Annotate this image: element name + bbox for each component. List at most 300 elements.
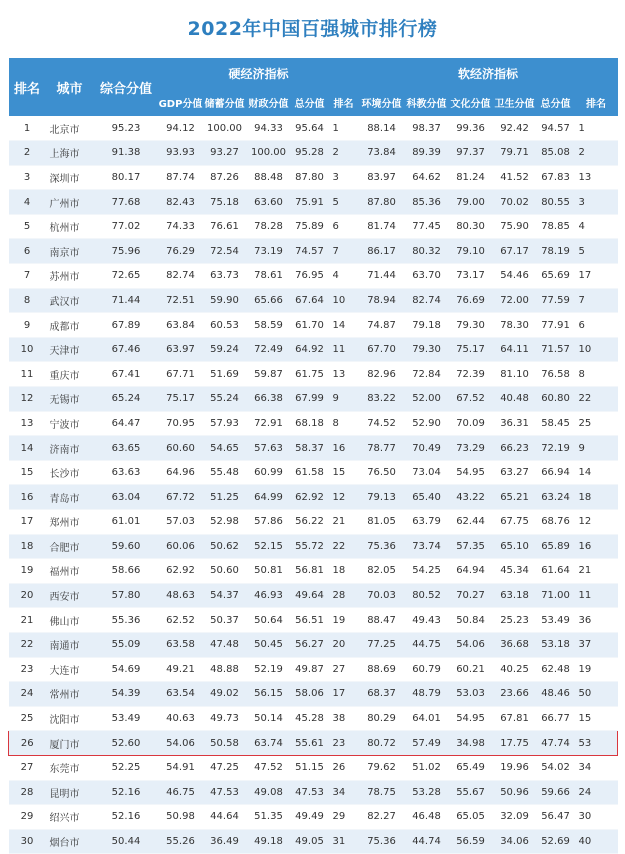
cell-fiscal: 88.48 [247,165,291,190]
cell-composite: 80.17 [94,165,159,190]
cell-rank: 29 [9,805,46,830]
cell-soft-rank: 21 [575,559,618,584]
cell-env: 78.77 [359,436,405,461]
cell-hard-rank: 29 [329,805,359,830]
cell-city: 合肥市 [46,534,94,559]
cell-city: 东莞市 [46,755,94,780]
cell-env: 80.29 [359,706,405,731]
cell-hard-rank: 18 [329,559,359,584]
cell-soft-total: 61.64 [537,559,575,584]
cell-edu: 80.52 [405,583,449,608]
header-hard-group: 硬经济指标 [228,66,289,81]
cell-health: 41.52 [493,165,537,190]
cell-gdp: 93.93 [159,141,203,166]
cell-hard-rank: 15 [329,460,359,485]
cell-env: 88.47 [359,608,405,633]
cell-edu: 70.49 [405,436,449,461]
cell-hard-rank: 7 [329,239,359,264]
cell-city: 西安市 [46,583,94,608]
cell-rank: 10 [9,337,46,362]
cell-health: 78.30 [493,313,537,338]
cell-env: 75.36 [359,829,405,854]
cell-savings: 47.53 [203,780,247,805]
cell-edu: 63.70 [405,264,449,289]
cell-culture: 70.27 [449,583,493,608]
cell-savings: 50.62 [203,534,247,559]
cell-soft-total: 58.45 [537,411,575,436]
cell-rank: 3 [9,165,46,190]
cell-env: 80.72 [359,731,405,756]
cell-soft-rank: 18 [575,485,618,510]
cell-gdp: 60.06 [159,534,203,559]
cell-health: 23.66 [493,682,537,707]
cell-edu: 64.01 [405,706,449,731]
cell-soft-rank: 15 [575,706,618,731]
cell-health: 32.09 [493,805,537,830]
cell-rank: 8 [9,288,46,313]
cell-hard-rank: 5 [329,190,359,215]
cell-hard-total: 56.22 [291,510,329,535]
cell-edu: 52.00 [405,387,449,412]
cell-savings: 93.27 [203,141,247,166]
header-hard-rank: 排名 [333,98,354,110]
cell-health: 19.96 [493,755,537,780]
cell-composite: 67.46 [94,337,159,362]
cell-culture: 67.52 [449,387,493,412]
cell-soft-rank: 17 [575,264,618,289]
cell-hard-total: 95.28 [291,141,329,166]
cell-savings: 50.37 [203,608,247,633]
cell-fiscal: 63.74 [247,731,291,756]
cell-env: 74.52 [359,411,405,436]
cell-soft-rank: 8 [575,362,618,387]
cell-health: 40.48 [493,387,537,412]
cell-soft-rank: 40 [575,829,618,854]
cell-hard-total: 47.53 [291,780,329,805]
cell-city: 成都市 [46,313,94,338]
cell-edu: 98.37 [405,116,449,141]
cell-city: 南京市 [46,239,94,264]
cell-culture: 65.49 [449,755,493,780]
cell-soft-rank: 37 [575,632,618,657]
cell-hard-total: 76.95 [291,264,329,289]
header-soft-group: 软经济指标 [458,66,519,81]
cell-env: 78.75 [359,780,405,805]
cell-rank: 26 [9,731,46,756]
cell-fiscal: 66.38 [247,387,291,412]
cell-rank: 17 [9,510,46,535]
table-body [9,116,618,854]
cell-fiscal: 51.35 [247,805,291,830]
cell-soft-rank: 2 [575,141,618,166]
cell-edu: 48.79 [405,682,449,707]
cell-culture: 73.29 [449,436,493,461]
cell-culture: 79.30 [449,313,493,338]
cell-hard-total: 51.15 [291,755,329,780]
cell-city: 长沙市 [46,460,94,485]
header-gdp: GDP分值 [158,98,203,110]
cell-city: 广州市 [46,190,94,215]
cell-hard-total: 45.28 [291,706,329,731]
cell-edu: 80.32 [405,239,449,264]
cell-env: 83.22 [359,387,405,412]
cell-hard-total: 61.70 [291,313,329,338]
table-row [9,337,618,362]
cell-edu: 52.90 [405,411,449,436]
cell-env: 82.27 [359,805,405,830]
cell-edu: 54.25 [405,559,449,584]
cell-savings: 51.69 [203,362,247,387]
cell-hard-total: 49.49 [291,805,329,830]
cell-hard-total: 68.18 [291,411,329,436]
cell-composite: 91.38 [94,141,159,166]
cell-gdp: 57.03 [159,510,203,535]
cell-soft-total: 85.08 [537,141,575,166]
cell-gdp: 67.71 [159,362,203,387]
cell-rank: 30 [9,829,46,854]
cell-fiscal: 59.87 [247,362,291,387]
cell-edu: 49.43 [405,608,449,633]
cell-hard-rank: 11 [329,337,359,362]
cell-savings: 76.61 [203,214,247,239]
cell-savings: 63.73 [203,264,247,289]
cell-health: 65.10 [493,534,537,559]
cell-composite: 95.23 [94,116,159,141]
cell-env: 76.50 [359,460,405,485]
table-row [9,534,618,559]
cell-composite: 71.44 [94,288,159,313]
cell-edu: 72.84 [405,362,449,387]
cell-culture: 97.37 [449,141,493,166]
cell-gdp: 54.06 [159,731,203,756]
cell-health: 79.71 [493,141,537,166]
cell-gdp: 63.97 [159,337,203,362]
cell-rank: 4 [9,190,46,215]
cell-health: 75.90 [493,214,537,239]
cell-gdp: 63.58 [159,632,203,657]
cell-savings: 72.54 [203,239,247,264]
cell-hard-rank: 23 [329,731,359,756]
cell-rank: 1 [9,116,46,141]
cell-soft-total: 53.18 [537,632,575,657]
table-row [9,141,618,166]
cell-soft-total: 77.59 [537,288,575,313]
table-row [9,288,618,313]
cell-composite: 67.89 [94,313,159,338]
cell-gdp: 63.54 [159,682,203,707]
table-row [9,510,618,535]
table-row [9,559,618,584]
cell-edu: 89.39 [405,141,449,166]
cell-culture: 57.35 [449,534,493,559]
cell-composite: 63.04 [94,485,159,510]
cell-soft-total: 65.89 [537,534,575,559]
cell-gdp: 62.92 [159,559,203,584]
cell-hard-rank: 4 [329,264,359,289]
cell-health: 34.06 [493,829,537,854]
cell-city: 深圳市 [46,165,94,190]
table-header [9,58,618,116]
table-row [9,829,618,854]
cell-soft-rank: 22 [575,387,618,412]
cell-composite: 77.68 [94,190,159,215]
cell-edu: 51.02 [405,755,449,780]
cell-savings: 49.02 [203,682,247,707]
cell-soft-rank: 36 [575,608,618,633]
cell-hard-rank: 9 [329,387,359,412]
cell-composite: 65.24 [94,387,159,412]
cell-health: 50.96 [493,780,537,805]
cell-culture: 70.09 [449,411,493,436]
cell-edu: 44.75 [405,632,449,657]
cell-env: 78.94 [359,288,405,313]
cell-rank: 13 [9,411,46,436]
cell-fiscal: 64.99 [247,485,291,510]
table-row [9,362,618,387]
cell-edu: 64.62 [405,165,449,190]
cell-env: 86.17 [359,239,405,264]
cell-rank: 11 [9,362,46,387]
cell-env: 70.03 [359,583,405,608]
cell-fiscal: 57.86 [247,510,291,535]
table-row [9,706,618,731]
cell-fiscal: 52.15 [247,534,291,559]
cell-soft-total: 77.91 [537,313,575,338]
cell-gdp: 50.98 [159,805,203,830]
cell-hard-total: 75.89 [291,214,329,239]
cell-hard-total: 67.99 [291,387,329,412]
cell-fiscal: 65.66 [247,288,291,313]
cell-gdp: 48.63 [159,583,203,608]
table-row [9,313,618,338]
cell-fiscal: 73.19 [247,239,291,264]
cell-env: 79.13 [359,485,405,510]
cell-env: 71.44 [359,264,405,289]
cell-rank: 23 [9,657,46,682]
cell-soft-rank: 30 [575,805,618,830]
cell-health: 67.81 [493,706,537,731]
cell-city: 郑州市 [46,510,94,535]
cell-savings: 52.98 [203,510,247,535]
cell-soft-rank: 5 [575,239,618,264]
cell-rank: 5 [9,214,46,239]
cell-gdp: 87.74 [159,165,203,190]
cell-city: 上海市 [46,141,94,166]
cell-health: 17.75 [493,731,537,756]
cell-city: 北京市 [46,116,94,141]
cell-savings: 50.60 [203,559,247,584]
cell-city: 杭州市 [46,214,94,239]
cell-hard-rank: 13 [329,362,359,387]
cell-hard-rank: 12 [329,485,359,510]
cell-fiscal: 72.91 [247,411,291,436]
table-row [9,608,618,633]
cell-city: 大连市 [46,657,94,682]
cell-culture: 54.06 [449,632,493,657]
cell-rank: 25 [9,706,46,731]
cell-edu: 53.28 [405,780,449,805]
cell-edu: 46.48 [405,805,449,830]
cell-city: 福州市 [46,559,94,584]
cell-composite: 57.80 [94,583,159,608]
cell-health: 70.02 [493,190,537,215]
cell-env: 81.74 [359,214,405,239]
cell-hard-rank: 20 [329,632,359,657]
cell-fiscal: 50.45 [247,632,291,657]
cell-soft-rank: 9 [575,436,618,461]
cell-savings: 47.48 [203,632,247,657]
cell-hard-total: 49.87 [291,657,329,682]
page-title: 2022年中国百强城市排行榜 [187,18,438,40]
ranking-table-container [8,58,617,854]
cell-soft-rank: 53 [575,731,618,756]
cell-fiscal: 58.59 [247,313,291,338]
cell-fiscal: 100.00 [247,141,291,166]
table-row [9,731,618,756]
cell-city: 无锡市 [46,387,94,412]
cell-hard-total: 56.81 [291,559,329,584]
cell-culture: 56.59 [449,829,493,854]
cell-gdp: 60.60 [159,436,203,461]
cell-edu: 79.30 [405,337,449,362]
cell-savings: 59.90 [203,288,247,313]
cell-hard-rank: 28 [329,583,359,608]
table-row [9,583,618,608]
table-row [9,239,618,264]
cell-city: 昆明市 [46,780,94,805]
cell-health: 54.46 [493,264,537,289]
cell-culture: 65.05 [449,805,493,830]
header-fiscal: 财政分值 [248,98,289,110]
cell-env: 74.87 [359,313,405,338]
cell-rank: 19 [9,559,46,584]
cell-rank: 21 [9,608,46,633]
cell-hard-rank: 14 [329,313,359,338]
table-row [9,805,618,830]
cell-soft-rank: 25 [575,411,618,436]
cell-composite: 50.44 [94,829,159,854]
cell-soft-total: 94.57 [537,116,575,141]
cell-soft-total: 65.69 [537,264,575,289]
cell-gdp: 64.96 [159,460,203,485]
cell-hard-rank: 19 [329,608,359,633]
cell-hard-rank: 3 [329,165,359,190]
cell-city: 重庆市 [46,362,94,387]
cell-culture: 64.94 [449,559,493,584]
cell-savings: 50.58 [203,731,247,756]
cell-rank: 22 [9,632,46,657]
cell-culture: 79.10 [449,239,493,264]
cell-rank: 7 [9,264,46,289]
cell-gdp: 76.29 [159,239,203,264]
cell-soft-total: 78.85 [537,214,575,239]
cell-savings: 54.65 [203,436,247,461]
header-hard-total: 总分值 [294,98,325,110]
cell-soft-total: 48.46 [537,682,575,707]
cell-health: 25.23 [493,608,537,633]
cell-soft-rank: 11 [575,583,618,608]
cell-gdp: 70.95 [159,411,203,436]
cell-fiscal: 60.99 [247,460,291,485]
cell-composite: 55.36 [94,608,159,633]
cell-fiscal: 50.81 [247,559,291,584]
cell-soft-rank: 50 [575,682,618,707]
cell-env: 79.62 [359,755,405,780]
cell-env: 67.70 [359,337,405,362]
table-row [9,460,618,485]
cell-soft-total: 67.83 [537,165,575,190]
cell-env: 73.84 [359,141,405,166]
table-row [9,682,618,707]
cell-fiscal: 50.14 [247,706,291,731]
cell-edu: 73.74 [405,534,449,559]
cell-soft-rank: 13 [575,165,618,190]
cell-composite: 75.96 [94,239,159,264]
cell-hard-rank: 10 [329,288,359,313]
cell-edu: 82.74 [405,288,449,313]
cell-soft-total: 47.74 [537,731,575,756]
cell-hard-rank: 26 [329,755,359,780]
cell-composite: 59.60 [94,534,159,559]
cell-soft-total: 63.24 [537,485,575,510]
table-row [9,264,618,289]
cell-health: 67.17 [493,239,537,264]
cell-soft-total: 59.66 [537,780,575,805]
cell-soft-total: 71.57 [537,337,575,362]
cell-soft-rank: 12 [575,510,618,535]
cell-hard-rank: 16 [329,436,359,461]
cell-hard-rank: 31 [329,829,359,854]
cell-health: 63.18 [493,583,537,608]
cell-hard-total: 87.80 [291,165,329,190]
cell-health: 66.23 [493,436,537,461]
cell-rank: 18 [9,534,46,559]
table-row [9,411,618,436]
cell-city: 绍兴市 [46,805,94,830]
cell-rank: 28 [9,780,46,805]
cell-rank: 20 [9,583,46,608]
cell-soft-total: 60.80 [537,387,575,412]
cell-soft-rank: 10 [575,337,618,362]
cell-hard-rank: 27 [329,657,359,682]
cell-composite: 52.25 [94,755,159,780]
header-health: 卫生分值 [494,98,535,110]
cell-edu: 44.74 [405,829,449,854]
cell-culture: 50.84 [449,608,493,633]
cell-culture: 55.67 [449,780,493,805]
cell-rank: 14 [9,436,46,461]
cell-city: 常州市 [46,682,94,707]
cell-edu: 73.04 [405,460,449,485]
cell-composite: 52.16 [94,805,159,830]
cell-hard-rank: 17 [329,682,359,707]
cell-savings: 36.49 [203,829,247,854]
cell-composite: 63.63 [94,460,159,485]
cell-soft-rank: 24 [575,780,618,805]
cell-env: 82.96 [359,362,405,387]
cell-soft-total: 54.02 [537,755,575,780]
cell-env: 75.36 [359,534,405,559]
cell-rank: 16 [9,485,46,510]
cell-gdp: 49.21 [159,657,203,682]
cell-health: 81.10 [493,362,537,387]
cell-city: 烟台市 [46,829,94,854]
cell-edu: 60.79 [405,657,449,682]
cell-fiscal: 94.33 [247,116,291,141]
cell-city: 沈阳市 [46,706,94,731]
cell-gdp: 75.17 [159,387,203,412]
cell-hard-total: 74.57 [291,239,329,264]
